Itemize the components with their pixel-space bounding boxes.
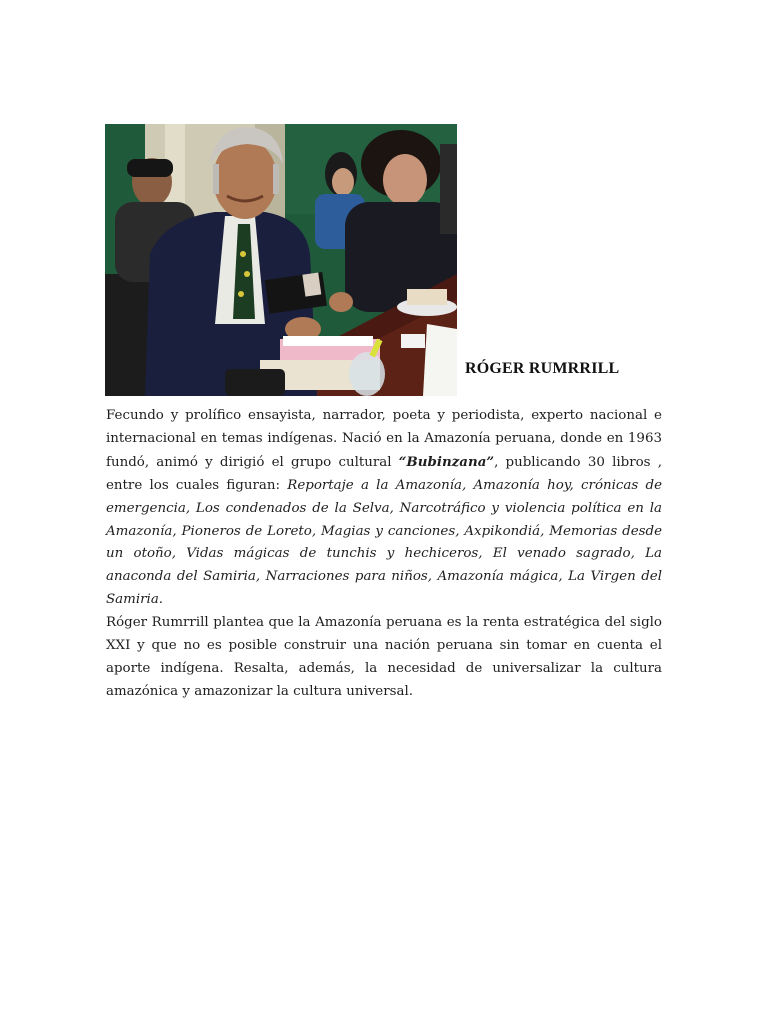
bio-intro: Fecundo y prolífico ensayista, narrador, poeta y periodista, experto nacional e internacional en temas indígenas. Nació en la Amazonía peruana, donde en 1963 fundó, animó y dirigió el grupo cultural [106, 408, 662, 470]
biography [106, 405, 662, 704]
bio-paragraph-2: Róger Rumrrill plantea que la Amazonía peruana es la renta estratégica del siglo XXI y que no es posible construir una nación peruana sin tomar en cuenta el aporte indígena. Resalta, además, la necesidad de universalizar la cultura amazónica y amazonizar la cultura universal. [106, 615, 662, 699]
bio-after-group: , publicando 30 libros , entre los cuales figuran: [106, 454, 663, 493]
book-list: Reportaje a la Amazonía, Amazonía hoy, crónicas de emergencia, Los condenados de la Selva, Narcotráfico y violencia política en la Amazonía, Pioneros de Loreto, Magias y canciones, Axpikondiá, Memorias desde un otoño, Vidas mágicas de tunchis y hechiceros, El venado sagrado, La anaconda del Samiria, Narraciones para niños, Amazonía mágica, La Virgen del Samiria. [106, 477, 662, 608]
person-name: RÓGER RUMRRILL [465, 360, 620, 377]
author-photo [105, 124, 457, 396]
group-name: “Bubinzana” [398, 453, 495, 470]
bio-paragraph-1 [106, 405, 662, 612]
